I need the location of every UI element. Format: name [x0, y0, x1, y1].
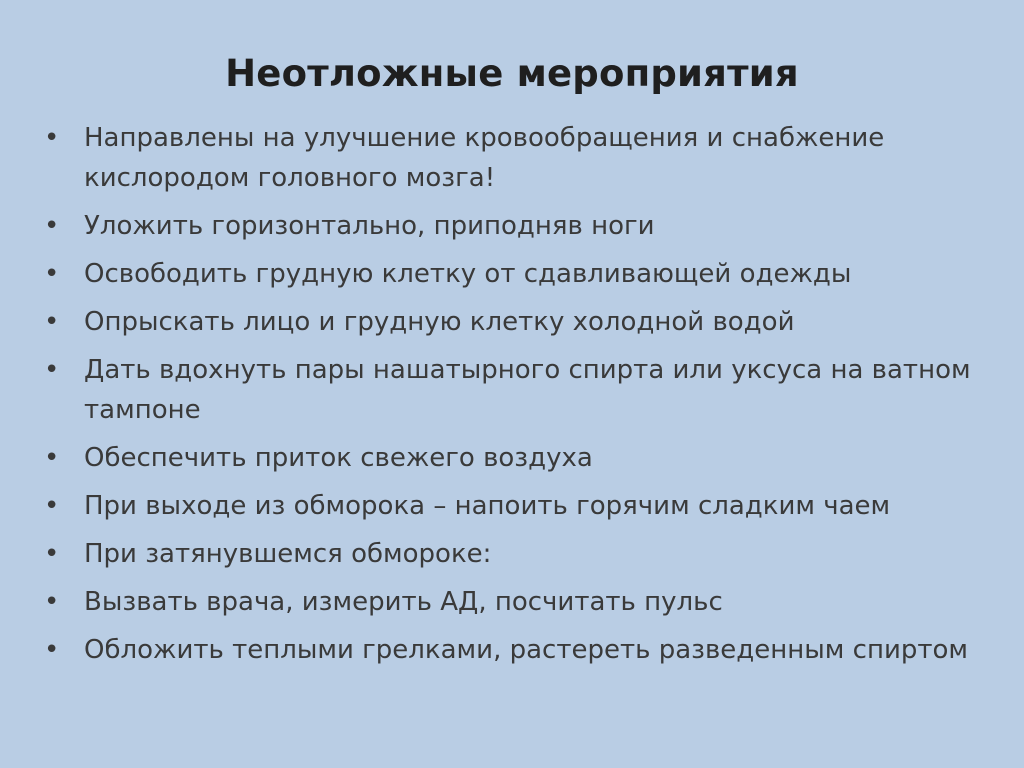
bullet-item	[40, 254, 1000, 294]
bullet-icon: •	[44, 307, 60, 337]
bullet-text: Направлены на улучшение кровообращения и снабжение кислородом головного мозга!	[84, 123, 885, 193]
bullet-icon: •	[44, 259, 60, 289]
bullet-text: Обложить теплыми грелками, растереть разведенным спиртом	[84, 635, 969, 665]
bullet-icon: •	[44, 211, 60, 241]
bullet-list	[40, 118, 1000, 678]
bullet-icon: •	[44, 123, 60, 153]
bullet-text: Вызвать врача, измерить АД, посчитать пульс	[84, 587, 723, 617]
slide-title: Неотложные мероприятия	[225, 52, 799, 95]
bullet-item	[40, 582, 1000, 622]
bullet-item	[40, 350, 1000, 430]
bullet-icon: •	[44, 587, 60, 617]
bullet-item	[40, 118, 1000, 198]
bullet-icon: •	[44, 635, 60, 665]
bullet-text: Освободить грудную клетку от сдавливающей одежды	[84, 259, 852, 289]
bullet-item	[40, 534, 1000, 574]
bullet-text: Обеспечить приток свежего воздуха	[84, 443, 593, 473]
bullet-item	[40, 630, 1000, 670]
bullet-icon: •	[44, 539, 60, 569]
bullet-item	[40, 302, 1000, 342]
bullet-item	[40, 486, 1000, 526]
bullet-text: Дать вдохнуть пары нашатырного спирта или уксуса на ватном тампоне	[84, 355, 971, 425]
bullet-icon: •	[44, 491, 60, 521]
bullet-icon: •	[44, 355, 60, 385]
bullet-text: Уложить горизонтально, приподняв ноги	[84, 211, 655, 241]
bullet-item	[40, 206, 1000, 246]
bullet-item	[40, 438, 1000, 478]
bullet-text: Опрыскать лицо и грудную клетку холодной водой	[84, 307, 795, 337]
bullet-text: При затянувшемся обмороке:	[84, 539, 492, 569]
bullet-icon: •	[44, 443, 60, 473]
bullet-text: При выходе из обморока – напоить горячим сладким чаем	[84, 491, 891, 521]
